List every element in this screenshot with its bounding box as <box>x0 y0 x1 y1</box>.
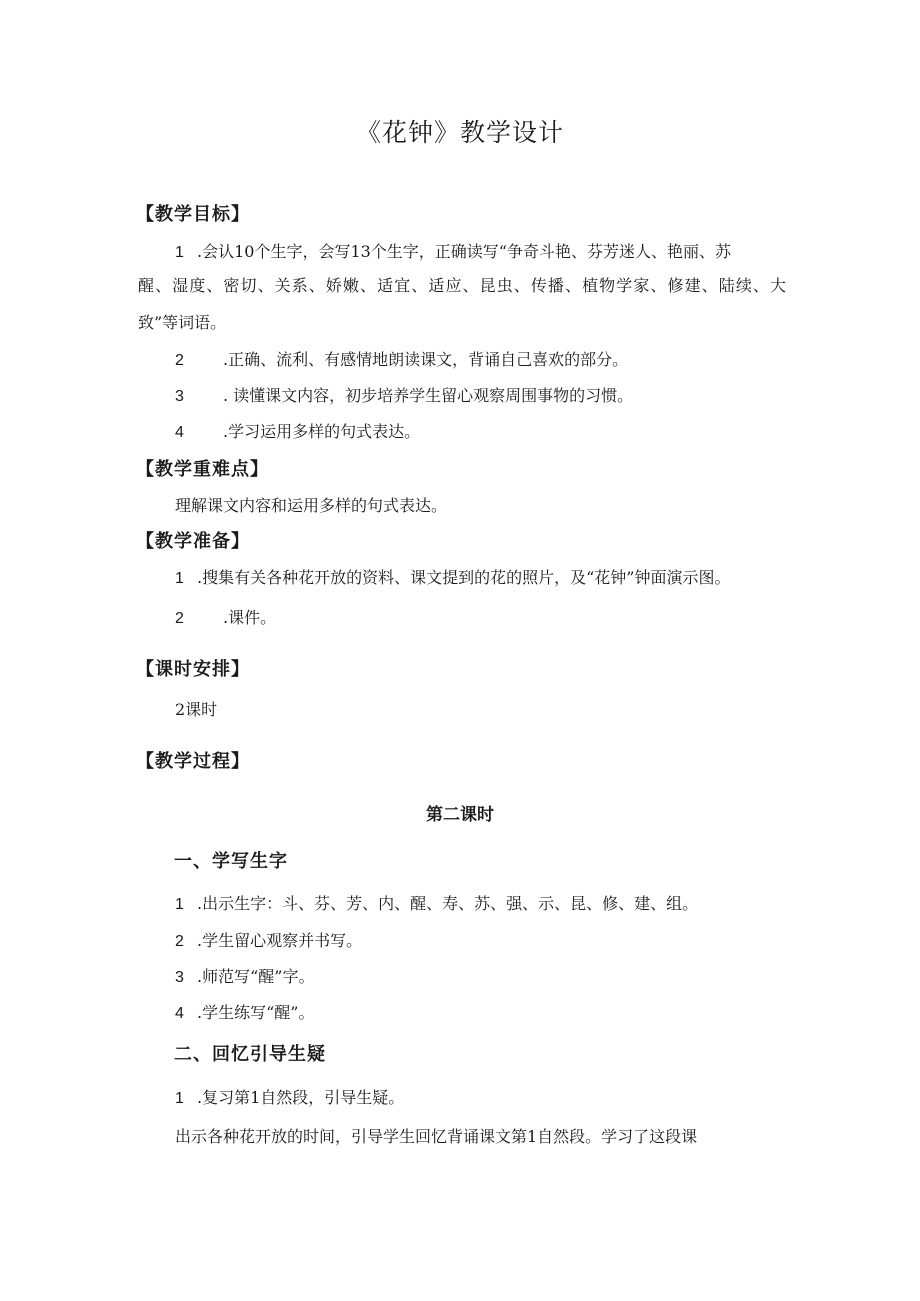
part-1-item-3-text: .师范写“醒”字。 <box>197 967 315 986</box>
lesson-title: 第二课时 <box>426 805 494 825</box>
keypoints-heading: 【教学重难点】 <box>136 459 269 480</box>
part-1-item-4-text: .学生练写“醒”。 <box>197 1003 315 1022</box>
objective-item-1-line-1 <box>175 239 731 262</box>
document-title: 《花钟》教学设计 <box>355 118 564 147</box>
schedule-text: 2课时 <box>175 700 218 719</box>
part-1-item-3 <box>175 964 314 987</box>
objective-item-3 <box>175 383 633 406</box>
part-1-item-3-number: 3 <box>175 969 184 986</box>
part-1-item-1-number: 1 <box>175 896 184 913</box>
preparation-item-2-number: 2 <box>175 610 184 627</box>
part-2-paragraph: 出示各种花开放的时间，引导学生回忆背诵课文第1自然段。学习了这段课 <box>175 1127 698 1146</box>
objective-item-1-text: .会认10个生字，会写13个生字，正确读写“争奇斗艳、芬芳迷人、艳丽、苏 <box>197 242 731 261</box>
part-2-item-1-text: .复习第1自然段，引导生疑。 <box>197 1088 405 1107</box>
objective-item-4-number: 4 <box>175 424 184 441</box>
preparation-heading: 【教学准备】 <box>136 531 250 552</box>
part-1-item-4 <box>175 1000 314 1023</box>
objective-item-4-text: .学习运用多样的句式表达。 <box>223 422 421 441</box>
part-1-item-1 <box>175 891 698 914</box>
objective-item-1-line-3: 致”等词语。 <box>138 313 227 332</box>
objective-item-2-number: 2 <box>175 352 184 369</box>
part-1-heading: 一、学写生字 <box>174 851 288 872</box>
part-1-item-2-text: .学生留心观察并书写。 <box>197 931 363 950</box>
objective-item-1-number: 1 <box>175 244 184 261</box>
objective-item-3-number: 3 <box>175 388 184 405</box>
objective-item-3-text: . 读懂课文内容，初步培养学生留心观察周围事物的习惯。 <box>223 386 634 405</box>
preparation-item-2-text: .课件。 <box>223 608 277 627</box>
objective-item-4 <box>175 419 420 442</box>
keypoints-text: 理解课文内容和运用多样的句式表达。 <box>175 496 448 515</box>
objectives-heading: 【教学目标】 <box>136 204 250 225</box>
part-1-item-4-number: 4 <box>175 1005 184 1022</box>
preparation-item-1 <box>175 565 730 588</box>
schedule-heading: 【课时安排】 <box>136 659 250 680</box>
preparation-item-2 <box>175 605 276 628</box>
part-2-item-1-number: 1 <box>175 1090 184 1107</box>
preparation-item-1-number: 1 <box>175 570 184 587</box>
process-heading: 【教学过程】 <box>136 751 250 772</box>
part-2-item-1 <box>175 1085 404 1108</box>
objective-item-2-text: .正确、流利、有感情地朗读课文，背诵自己喜欢的部分。 <box>223 350 629 369</box>
preparation-item-1-text: .搜集有关各种花开放的资料、课文提到的花的照片，及“花钟”钟面演示图。 <box>197 568 731 587</box>
part-1-item-2 <box>175 928 362 951</box>
part-1-item-1-text: .出示生字：斗、芬、芳、内、醒、寿、苏、强、示、昆、修、建、组。 <box>197 894 699 913</box>
part-1-item-2-number: 2 <box>175 933 184 950</box>
part-2-heading: 二、回忆引导生疑 <box>174 1044 326 1065</box>
objective-item-2 <box>175 347 628 370</box>
objective-item-1-line-2: 醒、湿度、密切、关系、娇嫩、适宜、适应、昆虫、传播、植物学家、修建、陆续、大 <box>138 276 786 295</box>
